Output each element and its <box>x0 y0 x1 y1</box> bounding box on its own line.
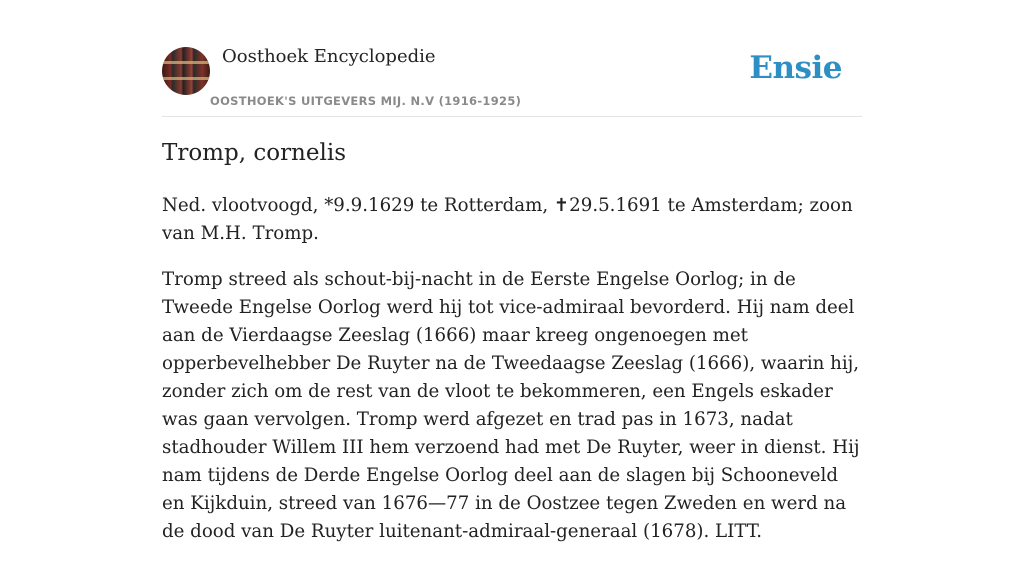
encyclopedia-books-icon[interactable] <box>162 47 210 95</box>
ensie-logo-link[interactable]: Ensie <box>749 50 842 86</box>
article-title: Tromp, cornelis <box>162 140 346 166</box>
publisher-label: OOSTHOEK'S UITGEVERS MIJ. N.V (1916-1925) <box>210 94 522 108</box>
source-title-link[interactable]: Oosthoek Encyclopedie <box>222 46 436 67</box>
article-paragraph: Ned. vlootvoogd, *9.9.1629 te Rotterdam, ✝29.5.1691 te Amsterdam; zoon van M.H. Tromp. <box>162 195 853 244</box>
article-paragraph: Tromp streed als schout-bij-nacht in de Eerste Engelse Oorlog; in de Tweede Engelse Oorlog werd hij tot vice-admiraal bevorderd. Hij nam deel aan de Vierdaagse Zeeslag (1666) maar kreeg ongenoegen met opperbevelhebber De Ruyter na de Tweedaagse Zeeslag (1666), waarin hij, zonder zich om de rest van de vloot te bekommeren, een Engels eskader was gaan vervolgen. Tromp werd afgezet en trad pas in 1673, nadat stadhouder Willem III hem verzoend had met De Ruyter, weer in dienst. Hij nam tijdens de Derde Engelse Oorlog deel aan de slagen bij Schooneveld en Kijkduin, streed van 1676—77 in de Oostzee tegen Zweden en werd na de dood van De Ruyter luitenant-admiraal-generaal (1678). LITT. <box>162 269 860 542</box>
article-body <box>162 192 862 564</box>
source-header <box>162 0 862 117</box>
page-container <box>162 0 862 542</box>
